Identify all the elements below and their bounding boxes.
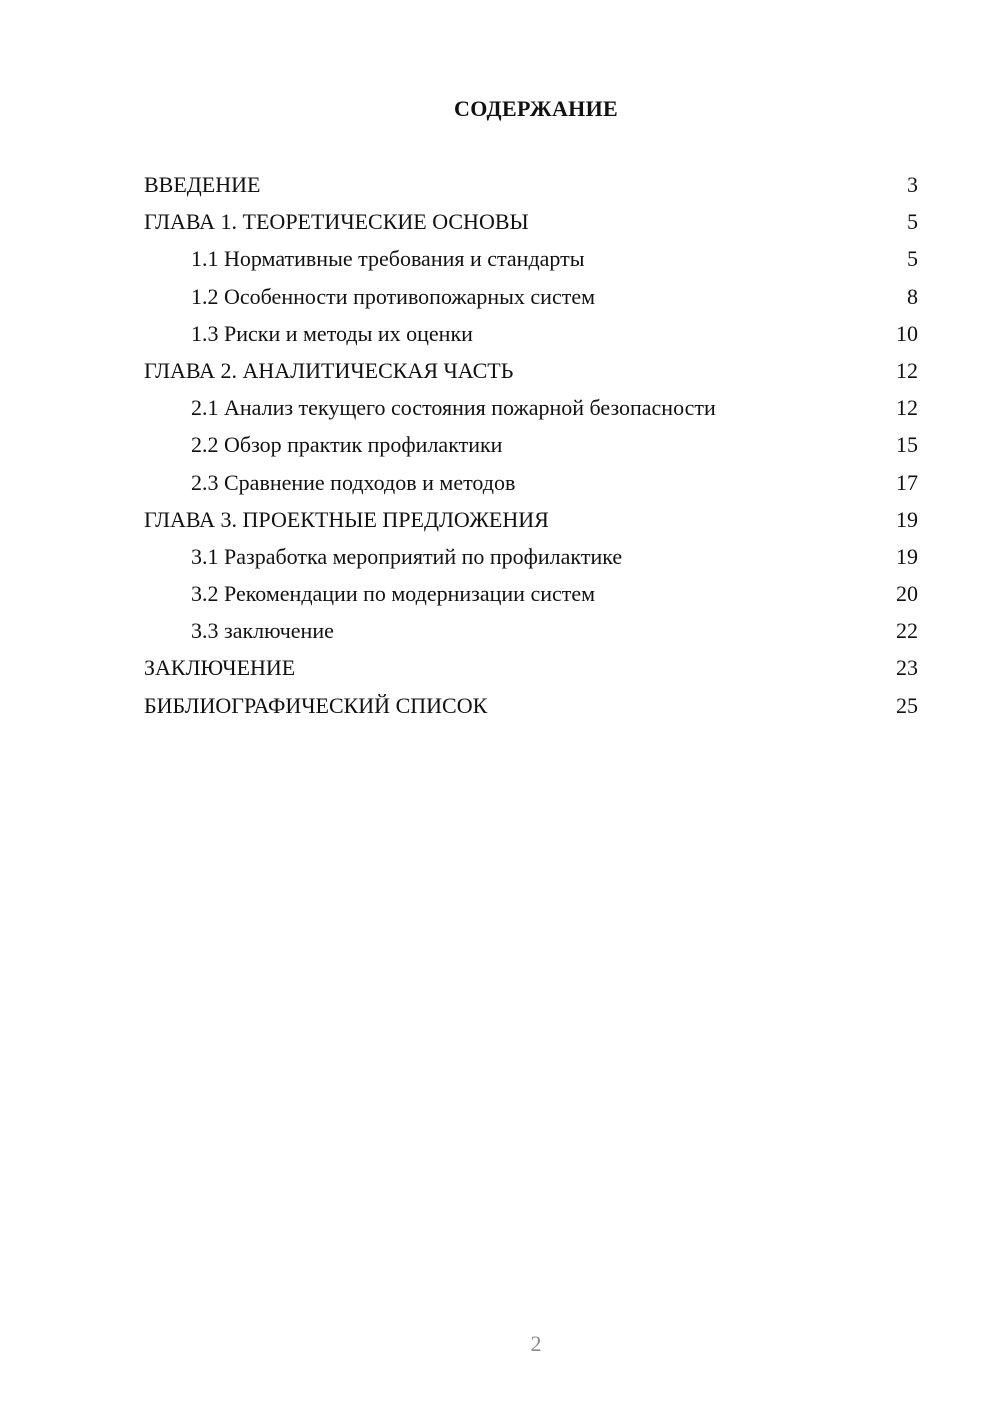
page-title: СОДЕРЖАНИЕ [454,96,618,121]
toc-entry-section-2-3[interactable] [144,464,918,501]
toc-entry-label: ГЛАВА 3. ПРОЕКТНЫЕ ПРЕДЛОЖЕНИЯ [144,506,549,532]
toc-entry-section-1-3[interactable] [144,315,918,352]
toc-entry-section-1-1[interactable] [144,240,918,277]
toc-entry-chapter-3[interactable] [144,501,918,538]
toc-entry-page: 19 [896,543,918,569]
toc-entry-label: 2.2 Обзор практик профилактики [191,432,503,458]
toc-entry-label: ГЛАВА 2. АНАЛИТИЧЕСКАЯ ЧАСТЬ [144,357,514,383]
toc-entry-section-3-2[interactable] [144,575,918,612]
toc-entry-introduction[interactable] [144,166,918,203]
toc-entry-label: 3.3 заключение [191,618,334,644]
toc-entry-page: 22 [896,618,918,644]
toc-entry-label: 1.1 Нормативные требования и стандарты [191,246,585,272]
toc-entry-section-1-2[interactable] [144,278,918,315]
toc-entry-page: 3 [907,172,918,197]
toc-entry-label: ВВЕДЕНИЕ [144,172,261,197]
toc-entry-page: 8 [907,283,918,309]
toc-entry-chapter-1[interactable] [144,203,918,240]
toc-entry-section-3-3[interactable] [144,612,918,649]
toc-entry-page: 12 [896,357,918,383]
toc-entry-section-3-1[interactable] [144,538,918,575]
toc-entry-page: 17 [896,469,918,495]
toc-entry-page: 12 [896,395,918,421]
toc-entry-page: 5 [907,209,918,235]
toc-entry-label: БИБЛИОГРАФИЧЕСКИЙ СПИСОК [144,692,488,718]
toc-entry-page: 23 [896,655,918,681]
toc-entry-page: 20 [896,581,918,607]
toc-entry-conclusion[interactable] [144,649,918,686]
toc-entry-section-2-2[interactable] [144,426,918,463]
toc-entry-page: 5 [907,246,918,272]
toc-entry-label: 1.2 Особенности противопожарных систем [191,283,596,309]
toc-entry-page: 15 [896,432,918,458]
toc-entry-chapter-2[interactable] [144,352,918,389]
toc-entry-page: 25 [896,692,918,718]
toc-entry-label: 2.1 Анализ текущего состояния пожарной безопасности [191,395,716,421]
toc-entry-label: 2.3 Сравнение подходов и методов [191,469,516,495]
toc-entry-label: 1.3 Риски и методы их оценки [191,320,473,346]
page-number: 2 [530,1331,542,1356]
toc-entry-bibliography[interactable] [144,687,918,724]
toc-entry-section-2-1[interactable] [144,389,918,426]
toc-entry-label: 3.1 Разработка мероприятий по профилактике [191,543,623,569]
toc-entry-label: ЗАКЛЮЧЕНИЕ [144,655,296,681]
table-of-contents [144,166,918,724]
toc-entry-page: 19 [896,506,918,532]
toc-entry-page: 10 [896,320,918,346]
toc-entry-label: ГЛАВА 1. ТЕОРЕТИЧЕСКИЕ ОСНОВЫ [144,209,529,235]
toc-entry-label: 3.2 Рекомендации по модернизации систем [191,581,596,607]
